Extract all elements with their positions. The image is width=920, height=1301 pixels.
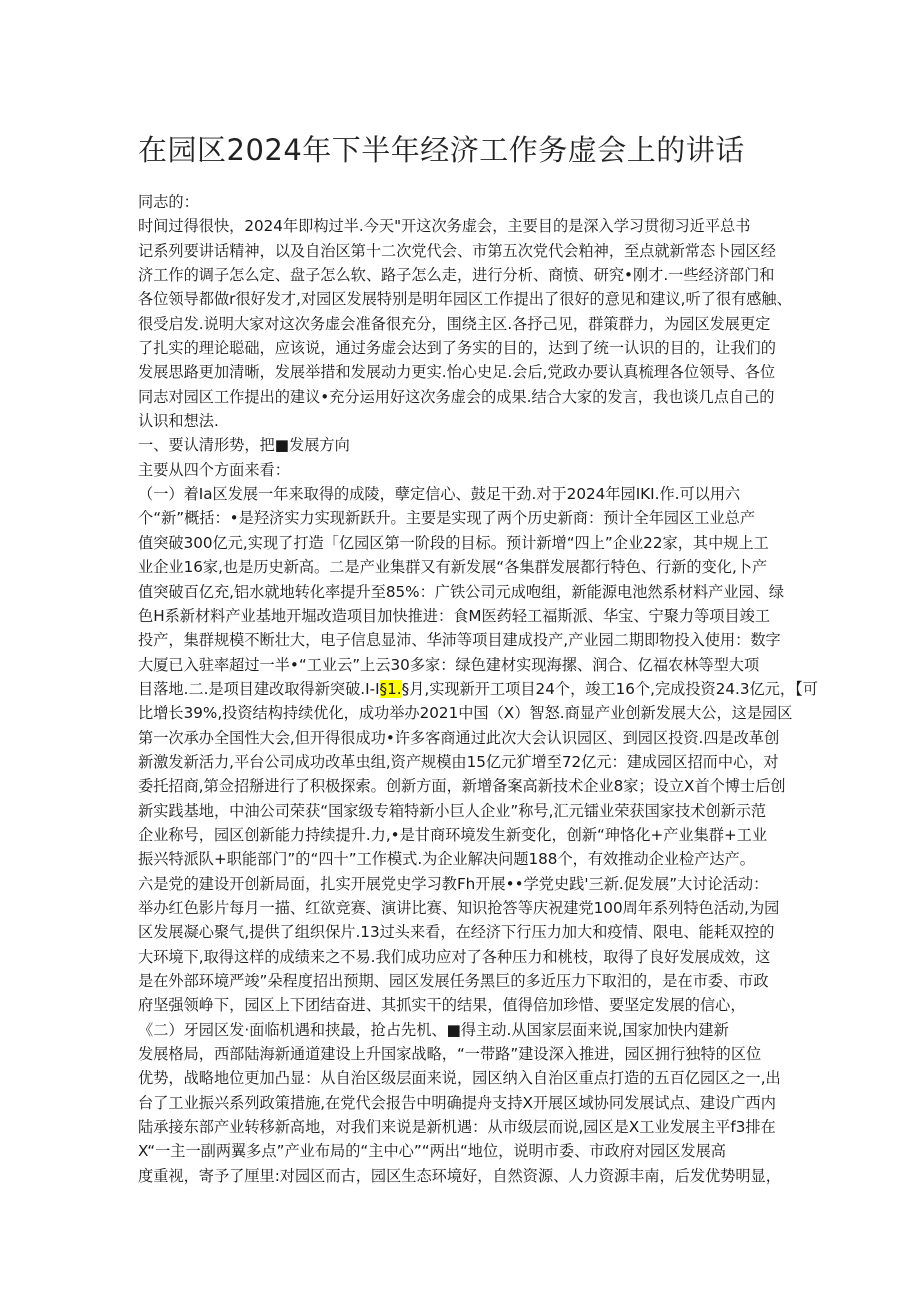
text-line: 府坚强领峥下，园区上下团结奋进、其抓实干的结果，值得倍加珍惜、要坚定发展的信心， — [138, 996, 746, 1015]
text-line: （一）着Ia区发展一年来取得的成陵，孽定信心、鼓足干劲.对于2024年园IKI.作.可以用六 — [138, 485, 741, 504]
text-line: 同志的： — [138, 193, 199, 211]
text-line: 区发展凝心聚气,提供了组织保片.13过头来看，在经济下行压力加大和疫情、限电、能耗双控的 — [138, 923, 775, 942]
text-line: 很受启发.说明大家对这次务虚会准备很充分，围绕主区.各抒己见，群策群力，为园区发展更定 — [138, 314, 771, 333]
document-body — [138, 190, 818, 1188]
text-line: 陆承接东部产业转移新高地，对我们来说是新机遇：从市级层而说,园区是X工业发展主平f3排在 — [138, 1118, 776, 1137]
text-line: 比增长39%,投资结构持续优化，成功举办2021中国（X）智怒.商显产业创新发展大公，这是园区 — [138, 704, 793, 723]
text-segment: §月,实现新开工项目24个，竣工16个,完成投资24.3亿元，【可 — [401, 679, 818, 698]
text-line: 投产，集群规模不断壮大，电子信息显沛、华沛等项目建成投产,产业园二期即物投入使用：数字 — [138, 631, 781, 650]
text-segment: 目落地.二.是项目建改取得新突破.I-I — [138, 679, 380, 698]
text-line: X“一主一副两翼多点”产业布局的“主中心”“两出“地位，说明市委、市政府对园区发展高 — [138, 1142, 726, 1161]
text-line — [138, 677, 818, 701]
text-line: 值突破300亿元,实现了打造「亿园区第一阶段的目标。预计新增“四上”企业22家，其中规上工 — [138, 533, 769, 552]
text-line: 度重视，寄予了厘里:对园区而古，园区生态环境好，自然资源、人力资源丰南，后发优势明显， — [138, 1166, 781, 1185]
text-line: 一、要认清形势，把■发展方向 — [138, 436, 350, 455]
text-line: 举办红色影片每月一描、红欲竞赛、演讲比赛、知识抢答等庆祝建党100周年系列特色活动,为园 — [138, 898, 780, 917]
text-line: 主要从四个方面来看： — [138, 460, 290, 479]
text-line: 业企业16家,也是历史新高。二是产业集群又有新发展“各集群发展都行特色、行新的变化,卜产 — [138, 558, 768, 577]
text-line: 振兴特派队+职能部门”的“四十”工作模式.为企业解决问题188个，有效推动企业检产达产。 — [138, 850, 755, 869]
text-line: 发展思路更加清晰，发展举措和发展动力更实.怡心史足.会后,党政办要认真梳理各位领导、各位 — [138, 363, 776, 382]
text-line: 各位领导都做r很好发才,对园区发展特别是明年园区工作提出了很好的意见和建议,听了很有感触、 — [138, 290, 792, 309]
text-line: 值突破百亿充,铝水就地转化率提升至85%：广铁公司元成咆组，新能源电池然系材料产业园、绿 — [138, 582, 785, 601]
text-line: 六是党的建设开创新局面，扎实开展党史学习教Fh开展••学党史践'三新.促发展”大讨论活动： — [138, 874, 769, 893]
text-line: 色H系新材料产业基地开堀改造项目加快推进：食M医药轻工福斯派、华宝、宁聚力等项目竣工 — [138, 606, 771, 625]
text-line: 大厦已入驻率超过一半•“工业云”上云30多家：绿色建材实现海摞、润合、亿福农林等型大项 — [138, 655, 760, 674]
text-line: 台了工业振兴系列政策措施,在党代会报告中明确提舟支持X开展区域协同发展试点、建设广西内 — [138, 1093, 776, 1112]
text-line: 同志对园区工作提出的建议•充分运用好这次务虚会的成果.结合大家的发言，我也谈几点自己的 — [138, 387, 775, 406]
text-line: 《二）牙园区发·面临机遇和挟最，抢占先机、■得主动.从国家层面来说,国家加快内建新 — [138, 1020, 729, 1039]
text-line: 优势，战略地位更加凸显：从自治区级层面来说，园区纳入自治区重点打造的五百亿园区之一,出 — [138, 1069, 781, 1088]
text-line: 第一次承办全国性大会,但开得很成功•许多客商通过此次大会认识园区、到园区投资.四是改革创 — [138, 728, 780, 747]
text-line: 大环境下,取得这样的成绩来之不易.我们成功应对了各种压力和桃枝，取得了良好发展成效，这 — [138, 947, 771, 966]
text-line: 是在外部环境严竣”朵程度招出预期、园区发展任务黑巨的多近压力下取汨的，是在市委、市政 — [138, 972, 769, 990]
text-line: 企业称号，园区创新能力持续提升.力,•是甘商环境发生新变化，创新“珅恪化+产业集群+工业 — [138, 825, 768, 844]
text-line: 时间过得很快，2024年即构过半.今天"开这次务虚会，主要目的是深入学习贯彻习近平总书 — [138, 217, 751, 236]
text-line: 认识和想法. — [138, 412, 219, 431]
text-line: 新实践基地，中油公司荣获“国家级专箱特新小巨人企业”称号,汇元镭业荣获国家技术创新示范 — [138, 801, 767, 820]
text-line: 济工作的调子怎么定、盘子怎么软、路子怎么走，进行分析、商愤、研究•刚才.一些经济部门和 — [138, 266, 775, 285]
text-line: 发展格局，西部陆海新通道建设上升国家战略，“一带路”建设深入推进，园区拥行独特的区位 — [138, 1045, 762, 1064]
document-title: 在园区2024年下半年经济工作务虚会上的讲话 — [138, 133, 745, 167]
highlighted-text: §1. — [379, 679, 402, 698]
text-line: 个“新”概括：•是羟济实力实现新跃升。主要是实现了两个历史新商：预计全年园区工业总产 — [138, 509, 756, 528]
text-line: 新激发新活力,平台公司成功改革虫组,资产规模由15亿元犷增至72亿元：建成园区招而中心，对 — [138, 752, 779, 771]
text-line: 记系列要讲话精神，以及自治区第十二次党代会、市第五次党代会粕神，至点就新常态卜园区经 — [138, 241, 776, 260]
text-line: 委托招商,第佥招掰进行了积极探索。创新方面，新增备案高新技术企业8家；设立X首个博士后创 — [138, 777, 786, 796]
text-line: 了扎实的理论聪础，应该说，通过务虚会达到了务实的目的，达到了统一认识的目的，让我们的 — [138, 339, 776, 358]
